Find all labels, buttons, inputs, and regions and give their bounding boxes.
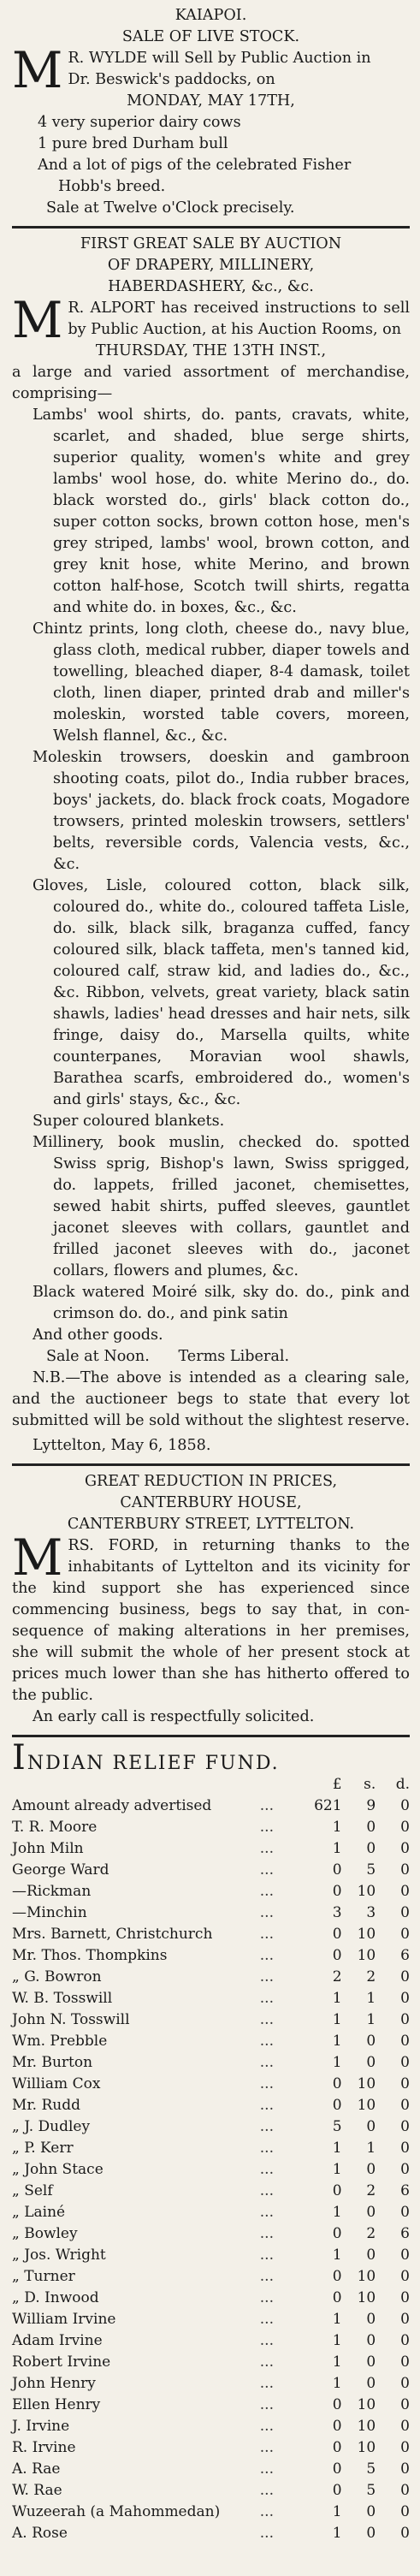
pence-value: 6 [400, 2182, 410, 2199]
shillings-value: 0 [366, 2161, 376, 2178]
dateline: Lyttelton, May 6, 1858. [33, 1437, 211, 1454]
pence-value: 0 [400, 2418, 410, 2435]
lot-item: 1 pure bred Durham bull [38, 135, 228, 152]
pence-value: 0 [400, 2054, 410, 2071]
leader-dots: ... [259, 2375, 274, 2392]
shillings-value: 10 [357, 1883, 376, 1900]
shillings-value: 0 [366, 1840, 376, 1857]
subscriber-name: William Cox [12, 2075, 101, 2092]
pounds-value: 0 [332, 2075, 342, 2092]
shillings-value: 5 [366, 1861, 376, 1879]
leader-dots: ... [259, 1861, 274, 1879]
shillings-value: 10 [357, 2075, 376, 2092]
ad-heading: SALE OF LIVE STOCK. [121, 28, 300, 45]
subscription-table [12, 1774, 410, 2544]
leader-dots: ... [259, 2097, 274, 2114]
pounds-value: 2 [332, 1968, 342, 1985]
merchandise-item: Lambs' wool shirts, do. pants, cravats, white, scarlet, and shaded, blue serge shirts, superior quality, women's white and grey lambs' wool hose, do. white Merino do., do. black worsted do., girls' black cotton do., super cotton socks, brown cotton hose, men's grey striped, lambs' wool, brown cotton, and grey knit hose, white Merino, and brown cotton half-hose, Scotch twill shirts, regatta and white do. in boxes, &c., &c. [33, 407, 410, 616]
subscriber-name: „ Bowley [12, 2225, 78, 2242]
table-row [12, 1838, 410, 1860]
subscriber-name: John N. Tosswill [12, 2011, 130, 2028]
leader-dots: ... [259, 2033, 274, 2050]
ad-heading-line: OF DRAPERY, MILLINERY, [107, 257, 315, 274]
shillings-value: 3 [366, 1904, 376, 1921]
subscriber-name: „ Jos. Wright [12, 2247, 106, 2264]
subscriber-name: W. B. Tosswill [12, 1990, 113, 2007]
ad-heading-line: FIRST GREAT SALE BY AUCTION [80, 235, 342, 252]
merchandise-item: And other goods. [33, 1327, 163, 1344]
pounds-value: 0 [332, 1861, 342, 1879]
table-row [12, 1945, 410, 1967]
pounds-value: 1 [332, 2311, 342, 2328]
table-row [12, 2009, 410, 2031]
shillings-value: 5 [366, 2460, 376, 2478]
pounds-value: 1 [332, 2525, 342, 2542]
shillings-value: 10 [357, 2396, 376, 2413]
table-row [12, 2266, 410, 2288]
drop-cap: I [12, 1738, 27, 1778]
table-row [12, 2373, 410, 2395]
section-divider [12, 226, 410, 229]
pounds-value: 1 [332, 2054, 342, 2071]
shillings-value: 10 [357, 1947, 376, 1964]
pounds-value: 1 [332, 2503, 342, 2520]
leader-dots: ... [259, 2011, 274, 2028]
subscriber-name: „ Self [12, 2182, 53, 2199]
shillings-value: 0 [366, 2204, 376, 2221]
pounds-value: 1 [332, 2140, 342, 2157]
pence-value: 0 [400, 2289, 410, 2306]
pence-value: 0 [400, 2118, 410, 2135]
pounds-value: 621 [314, 1797, 342, 1814]
sale-terms [12, 1346, 410, 1368]
pounds-value: 3 [332, 1904, 342, 1921]
merchandise-list [12, 405, 410, 1346]
table-row [12, 2181, 410, 2202]
pounds-value: 0 [332, 2268, 342, 2285]
pence-value: 0 [400, 1840, 410, 1857]
table-row [12, 2031, 410, 2052]
leader-dots: ... [259, 2075, 274, 2092]
ad-heading-line: HABERDASHERY, &c., &c. [108, 278, 314, 295]
table-row [12, 1795, 410, 1817]
heading-text: NDIAN RELIEF FUND. [27, 1753, 280, 1774]
lot-item: 4 very superior dairy cows [38, 114, 241, 131]
subscriber-name: John Henry [12, 2375, 96, 2392]
leader-dots: ... [259, 1840, 274, 1857]
pounds-value: 1 [332, 2011, 342, 2028]
shillings-value: 0 [366, 2525, 376, 2542]
pounds-value: 1 [332, 2247, 342, 2264]
table-row [12, 2223, 410, 2245]
pounds-value: 5 [332, 2118, 342, 2135]
pounds-value: 0 [332, 1947, 342, 1964]
table-row [12, 1902, 410, 1924]
ad-heading-line: GREAT REDUCTION IN PRICES, [84, 1473, 338, 1490]
leader-dots: ... [259, 2054, 274, 2071]
merchandise-item: Super coloured blankets. [33, 1113, 225, 1130]
merchandise-item: Gloves, Lisle, coloured cotton, black silk, coloured do., white do., coloured taffeta Lisle, do. silk, black silk, braganza cuffed, fancy coloured silk, black taffeta, men's tanned kid, coloured calf, straw kid, and ladies do., &c., &c. Ribbon, velvets, great variety, black satin shawls, ladies' head dresses and hair nets, silk fringe, daisy do., Marsella quilts, white counterpanes, Moravian wool shawls, Barathea scarfs, embroidered do., women's and girls' stays, &c., &c. [33, 877, 410, 1108]
leader-dots: ... [259, 2525, 274, 2542]
subscriber-name: Mrs. Barnett, Christchurch [12, 1926, 213, 1943]
kaiapoi-advertisement [12, 5, 410, 219]
ad-heading-line: CANTERBURY STREET, LYTTELTON. [67, 1516, 355, 1533]
subscriber-name: George Ward [12, 1861, 109, 1879]
leader-dots: ... [259, 2161, 274, 2178]
pence-value: 0 [400, 2247, 410, 2264]
closing-line: An early call is respectfully solicited. [33, 1708, 315, 1725]
pence-value: 6 [400, 2225, 410, 2242]
leader-dots: ... [259, 2204, 274, 2221]
pence-value: 0 [400, 2075, 410, 2092]
table-row [12, 2395, 410, 2416]
leader-dots: ... [259, 2460, 274, 2478]
subscription-rows [12, 1795, 410, 2544]
table-row [12, 2523, 410, 2544]
pence-value: 0 [400, 2396, 410, 2413]
notice-heading [12, 1738, 410, 1778]
leader-dots: ... [259, 1883, 274, 1900]
drop-cap: M [12, 41, 63, 99]
pounds-value: 0 [332, 2439, 342, 2456]
leader-dots: ... [259, 2289, 274, 2306]
table-row [12, 2116, 410, 2138]
pounds-value: 1 [332, 2332, 342, 2349]
leader-dots: ... [259, 2182, 274, 2199]
pence-value: 0 [400, 1926, 410, 1943]
leader-dots: ... [259, 1797, 274, 1814]
pence-value: 0 [400, 2311, 410, 2328]
pounds-value: 1 [332, 2033, 342, 2050]
subscriber-name: Mr. Rudd [12, 2097, 80, 2114]
merchandise-item: Black watered Moiré silk, sky do. do., pink and crimson do. do., and pink satin [33, 1284, 410, 1322]
shillings-value: 0 [366, 2054, 376, 2071]
shillings-value: 10 [357, 2439, 376, 2456]
pence-value: 0 [400, 2268, 410, 2285]
pence-value: 0 [400, 2097, 410, 2114]
shillings-value: 0 [366, 2118, 376, 2135]
subscriber-name: Mr. Burton [12, 2054, 93, 2071]
pounds-value: 0 [332, 2225, 342, 2242]
shillings-value: 10 [357, 2268, 376, 2285]
sale-time: Sale at Twelve o'Clock precisely. [46, 199, 295, 217]
pence-value: 0 [400, 2375, 410, 2392]
pence-value: 0 [400, 2204, 410, 2221]
subscriber-name: „ P. Kerr [12, 2140, 74, 2157]
subscriber-name: „ D. Inwood [12, 2289, 99, 2306]
ad-intro [12, 291, 410, 349]
pounds-value: 1 [332, 2161, 342, 2178]
pounds-value: 0 [332, 2418, 342, 2435]
pence-header: d. [395, 1776, 410, 1793]
merchandise-item: Millinery, book muslin, checked do. spotted Swiss sprig, Bishop's lawn, Swiss sprigged, do. lappets, frilled jaconet, chemisettes, sewed habit shirts, puffed sleeves, gauntlet jaconet sleeves with collars, gauntlet and frilled jaconet sleeves with do., jaconet collars, flowers and plumes, &c. [33, 1134, 410, 1279]
pence-value: 0 [400, 2353, 410, 2371]
ad-place: KAIAPOI. [175, 7, 247, 24]
shillings-value: 0 [366, 2375, 376, 2392]
pence-value: 0 [400, 1904, 410, 1921]
table-row [12, 1860, 410, 1881]
leader-dots: ... [259, 1904, 274, 1921]
leader-dots: ... [259, 1968, 274, 1985]
leader-dots: ... [259, 2482, 274, 2499]
subscriber-name: J. Irvine [12, 2418, 70, 2435]
pence-value: 0 [400, 1797, 410, 1814]
shillings-value: 1 [366, 1990, 376, 2007]
pounds-value: 1 [332, 2204, 342, 2221]
leader-dots: ... [259, 2311, 274, 2328]
subscriber-name: Wuzeerah (a Mahommedan) [12, 2503, 221, 2520]
table-row [12, 2416, 410, 2437]
pounds-value: 0 [332, 2182, 342, 2199]
pence-value: 0 [400, 2332, 410, 2349]
leader-dots: ... [259, 2268, 274, 2285]
table-row [12, 2437, 410, 2459]
subscriber-name: T. R. Moore [12, 1819, 98, 1836]
shillings-value: 0 [366, 2503, 376, 2520]
pounds-value: 0 [332, 2396, 342, 2413]
shillings-value: 0 [366, 2311, 376, 2328]
table-row [12, 2330, 410, 2352]
pounds-value: 0 [332, 2097, 342, 2114]
pence-value: 0 [400, 1883, 410, 1900]
shillings-value: 0 [366, 2033, 376, 2050]
shillings-value: 5 [366, 2482, 376, 2499]
table-row [12, 2202, 410, 2223]
leader-dots: ... [259, 2418, 274, 2435]
subscriber-name: —Minchin [12, 1904, 87, 1921]
merchandise-item: Moleskin trowsers, doeskin and gambroon shooting coats, pilot do., India rubber braces, boys' jackets, do. black frock coats, Mogadore trowsers, printed moleskin trowsers, settlers' belts, reversible cords, Valencia vests, &c., &c. [33, 749, 410, 873]
shillings-value: 10 [357, 2418, 376, 2435]
subscriber-name: „ G. Bowron [12, 1968, 102, 1985]
shillings-value: 2 [366, 2182, 376, 2199]
shillings-value: 1 [366, 2140, 376, 2157]
leader-dots: ... [259, 2225, 274, 2242]
subscriber-name: „ Lainé [12, 2204, 66, 2221]
pence-value: 0 [400, 2439, 410, 2456]
shillings-value: 10 [357, 1926, 376, 1943]
pence-value: 0 [400, 2140, 410, 2157]
intro-line: Dr. Beswick's paddocks, on [68, 71, 275, 88]
nb-notice: N.B.—The above is intended as a clearing sale, and the auctioneer begs to state that every lot submitted will be sold without the slightest reserve. [12, 1369, 410, 1429]
leader-dots: ... [259, 1819, 274, 1836]
ad-body [12, 1528, 410, 1706]
pence-value: 0 [400, 2525, 410, 2542]
shillings-value: 10 [357, 2097, 376, 2114]
lot-item: And a lot of pigs of the celebrated Fisher [38, 157, 352, 174]
pence-value: 0 [400, 2460, 410, 2478]
leader-dots: ... [259, 1926, 274, 1943]
subscriber-name: W. Rae [12, 2482, 62, 2499]
leader-dots: ... [259, 2332, 274, 2349]
pence-value: 0 [400, 1819, 410, 1836]
pounds-value: 0 [332, 2482, 342, 2499]
pounds-value: 0 [332, 2460, 342, 2478]
table-row [12, 1924, 410, 1945]
pence-value: 0 [400, 1990, 410, 2007]
subscriber-name: John Miln [12, 1840, 84, 1857]
subscriber-name: Mr. Thos. Thompkins [12, 1947, 168, 1964]
shillings-value: 0 [366, 2247, 376, 2264]
subscriber-name: R. Irvine [12, 2439, 76, 2456]
table-row [12, 2074, 410, 2095]
leader-dots: ... [259, 2439, 274, 2456]
table-row [12, 1967, 410, 1988]
shillings-value: 0 [366, 2332, 376, 2349]
pence-value: 0 [400, 1861, 410, 1879]
shillings-value: 0 [366, 2353, 376, 2371]
pounds-value: 1 [332, 2353, 342, 2371]
leader-dots: ... [259, 2353, 274, 2371]
leader-dots: ... [259, 1990, 274, 2007]
table-row [12, 1881, 410, 1902]
shillings-value: 0 [366, 1819, 376, 1836]
pounds-value: 1 [332, 1840, 342, 1857]
subscriber-name: A. Rae [12, 2460, 61, 2478]
drop-cap: M [12, 291, 63, 349]
body-text: RS. FORD, in returning thanks to the inhabitants of Lyttelton and its vicinity for the kind support she has experienced since commencing business, begs to say that, in consequence of making alterations in her premises, she will submit the whole of her present stock at prices much lower than she has hitherto offered to the public. [12, 1537, 410, 1704]
pence-value: 0 [400, 2482, 410, 2499]
shillings-value: 2 [366, 1968, 376, 1985]
table-row [12, 1988, 410, 2009]
table-row [12, 2459, 410, 2480]
alport-advertisement [12, 234, 410, 1457]
pence-value: 0 [400, 2011, 410, 2028]
subscriber-name: Ellen Henry [12, 2396, 101, 2413]
pounds-value: 0 [332, 1926, 342, 1943]
pounds-value: 1 [332, 1819, 342, 1836]
pounds-value: 1 [332, 2375, 342, 2392]
subscriber-name: „ Turner [12, 2268, 75, 2285]
subscriber-name: A. Rose [12, 2525, 68, 2542]
table-row [12, 2245, 410, 2266]
subscriber-name: Wm. Prebble [12, 2033, 108, 2050]
shillings-header: s. [364, 1776, 376, 1793]
pence-value: 0 [400, 2161, 410, 2178]
pence-value: 0 [400, 2033, 410, 2050]
table-row [12, 2309, 410, 2330]
table-row [12, 2352, 410, 2373]
table-row [12, 2159, 410, 2181]
leader-dots: ... [259, 2140, 274, 2157]
pence-value: 0 [400, 2503, 410, 2520]
lot-list [12, 112, 410, 219]
subscriber-name: „ J. Dudley [12, 2118, 91, 2135]
leader-dots: ... [259, 2396, 274, 2413]
ad-intro [12, 41, 410, 99]
leader-dots: ... [259, 1947, 274, 1964]
sale-date: THURSDAY, THE 13TH INST., [95, 342, 327, 359]
table-row [12, 2502, 410, 2523]
sale-time: Sale at Noon. [46, 1348, 150, 1365]
relief-fund-notice [12, 1738, 410, 2544]
shillings-value: 1 [366, 2011, 376, 2028]
terms-text: Terms Liberal. [178, 1348, 290, 1365]
pounds-header: £ [332, 1776, 342, 1793]
pounds-value: 0 [332, 2289, 342, 2306]
table-row [12, 2052, 410, 2074]
table-row [12, 2095, 410, 2116]
pence-value: 6 [400, 1947, 410, 1964]
sale-date: MONDAY, MAY 17TH, [127, 92, 295, 110]
table-row [12, 2288, 410, 2309]
pence-value: 0 [400, 1968, 410, 1985]
leader-dots: ... [259, 2118, 274, 2135]
table-row [12, 2138, 410, 2159]
ford-advertisement [12, 1471, 410, 1728]
pounds-value: 1 [332, 1990, 342, 2007]
subscriber-name: Robert Irvine [12, 2353, 111, 2371]
shillings-value: 10 [357, 2289, 376, 2306]
drop-cap: M [12, 1528, 63, 1587]
section-divider [12, 1735, 410, 1737]
ad-heading-line: CANTERBURY HOUSE, [120, 1494, 302, 1511]
lead-text: a large and varied assortment of merchandise, comprising— [12, 364, 410, 402]
subscriber-name: William Irvine [12, 2311, 116, 2328]
table-row [12, 1817, 410, 1838]
intro-text: R. ALPORT has received instructions to sell by Public Auction, at his Auction Rooms, on [68, 300, 410, 338]
shillings-value: 2 [366, 2225, 376, 2242]
merchandise-item: Chintz prints, long cloth, cheese do., navy blue, glass cloth, medical rubber, diaper towels and towelling, bleached diaper, 8-4 damask, toilet cloth, linen diaper, printed drab and miller's moleskin, worsted table covers, moreen, Welsh flannel, &c., &c. [33, 620, 410, 745]
section-divider [12, 1463, 410, 1466]
lot-item: Hobb's breed. [58, 178, 166, 195]
subscriber-name: „ John Stace [12, 2161, 104, 2178]
table-row [12, 2480, 410, 2502]
subscriber-name: Amount already advertised [12, 1797, 212, 1814]
table-header [12, 1774, 410, 1795]
subscriber-name: Adam Irvine [12, 2332, 103, 2349]
shillings-value: 9 [366, 1797, 376, 1814]
pounds-value: 0 [332, 1883, 342, 1900]
subscriber-name: —Rickman [12, 1883, 92, 1900]
intro-line: R. WYLDE will Sell by Public Auction in [68, 50, 371, 67]
leader-dots: ... [259, 2503, 274, 2520]
leader-dots: ... [259, 2247, 274, 2264]
